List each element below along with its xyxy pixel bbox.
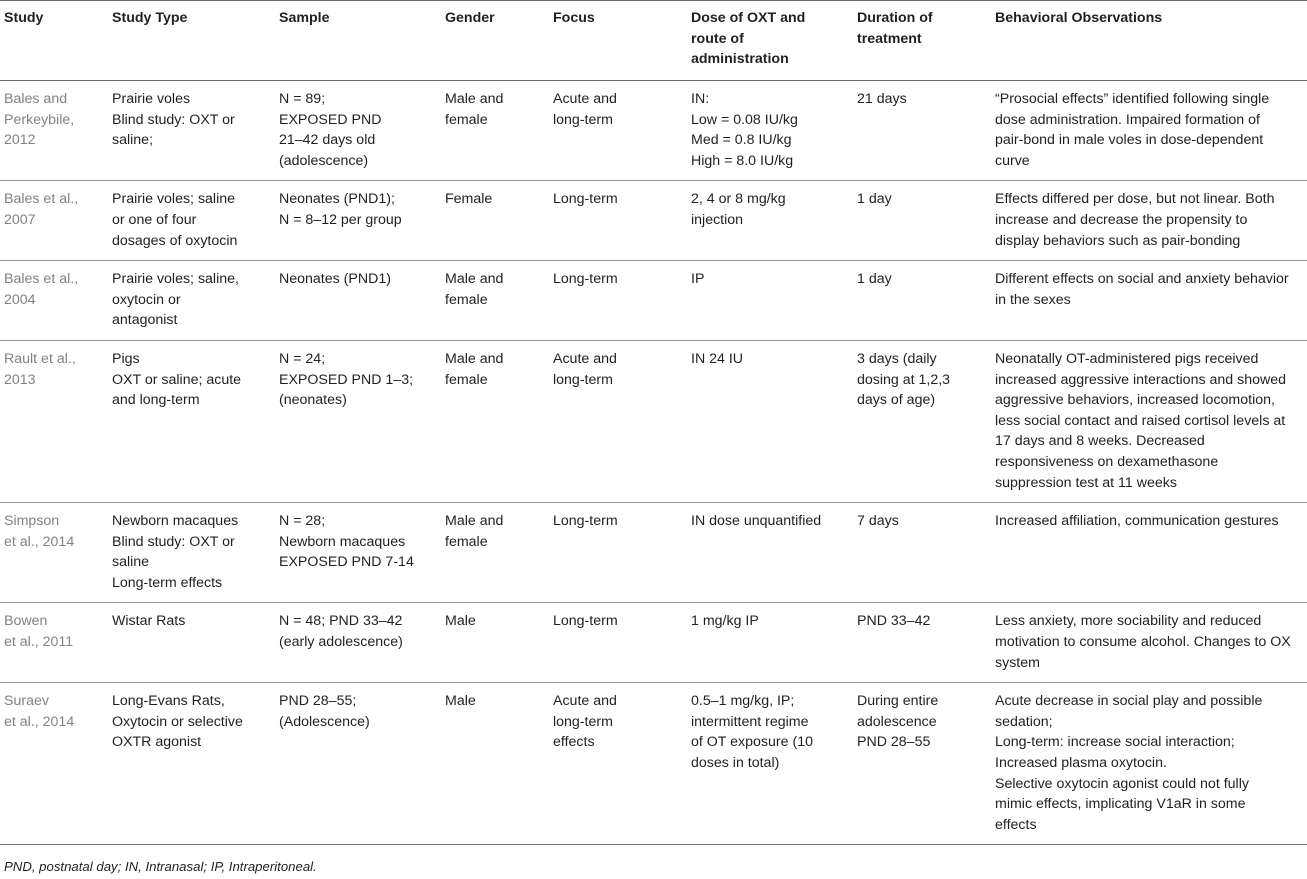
cell-line: display behaviors such as pair-bonding [995,232,1241,249]
cell-gender [441,683,549,845]
cell-focus [549,81,687,181]
cell-line: Long-term: increase social interaction; [995,734,1235,751]
cell-line: Gender [445,10,495,26]
cell-behavioral-observations [991,683,1307,845]
cell-line: dosing at 1,2,3 [857,371,951,388]
cell-sample [275,261,441,341]
cell-focus [549,683,687,845]
cell-line: in the sexes [995,291,1071,308]
cell-line: 2, 4 or 8 mg/kg [691,191,786,208]
cell-line: Male [445,693,476,710]
cell-dose-route [687,603,853,683]
cell-study [0,181,108,261]
cell-line: aggressive behaviors, increased locomotion, [995,392,1275,409]
cell-line: Male [445,613,476,630]
cell-line: motivation to consume alcohol. Changes to OX [995,634,1291,651]
cell-line: N = 24; [279,350,326,367]
header-sample [275,1,441,81]
cell-line: (neonates) [279,392,347,409]
cell-line: Male and [445,513,504,530]
cell-behavioral-observations [991,603,1307,683]
cell-line: 2013 [4,371,36,388]
cell-line: saline [112,554,150,571]
cell-line: 0.5–1 mg/kg, IP; [691,693,795,710]
cell-line: et al., 2014 [4,533,75,550]
cell-sample [275,603,441,683]
cell-line: Increased plasma oxytocin. [995,755,1167,772]
cell-line: IN 24 IU [691,350,744,367]
cell-line: Neonates (PND1); [279,191,395,208]
cell-line: (adolescence) [279,152,369,169]
cell-gender [441,503,549,603]
cell-line: Simpson [4,513,60,530]
cell-line: et al., 2014 [4,713,75,730]
cell-line: oxytocin or [112,291,181,308]
cell-focus [549,181,687,261]
cell-line: female [445,111,488,128]
cell-line: Suraev [4,693,49,710]
cell-line: Newborn macaques [112,513,239,530]
cell-dose-route [687,340,853,502]
cell-duration [853,261,991,341]
cell-line: PND 33–42 [857,613,931,630]
cell-line: days of age) [857,392,936,409]
cell-line: Focus [553,10,595,26]
cell-line: Low = 0.08 IU/kg [691,111,798,128]
cell-line: Perkeybile, [4,111,75,128]
cell-line: 3 days (daily [857,350,937,367]
header-behavioral-observations [991,1,1307,81]
cell-line: N = 48; PND 33–42 [279,613,403,630]
cell-line: N = 89; [279,91,326,107]
cell-line: Med = 0.8 IU/kg [691,132,792,149]
cell-study-type [108,81,275,181]
cell-line: (Adolescence) [279,713,370,730]
cell-line: saline; [112,132,154,149]
cell-study [0,503,108,603]
cell-behavioral-observations [991,340,1307,502]
cell-line: Pigs [112,350,140,367]
cell-line: High = 8.0 IU/kg [691,152,794,169]
cell-line: female [445,291,488,308]
cell-sample [275,81,441,181]
cell-line: EXPOSED PND 7-14 [279,554,414,571]
cell-behavioral-observations [991,261,1307,341]
cell-sample [275,683,441,845]
cell-study-type [108,683,275,845]
cell-line: dose administration. Impaired formation of [995,111,1260,128]
header-study-type [108,1,275,81]
cell-line: long-term [553,371,613,388]
cell-line: Bales et al., [4,191,79,208]
cell-duration [853,181,991,261]
cell-line: 1 day [857,191,892,208]
cell-line: 7 days [857,513,899,530]
cell-line: Prairie voles; saline [112,191,236,208]
cell-line: system [995,654,1040,671]
cell-line: EXPOSED PND [279,111,382,128]
cell-dose-route [687,181,853,261]
cell-dose-route [687,261,853,341]
cell-dose-route [687,81,853,181]
cell-line: female [445,371,488,388]
cell-study [0,683,108,845]
table-body [0,81,1307,845]
cell-line: sedation; [995,713,1053,730]
cell-line: OXT or saline; acute [112,371,242,388]
cell-duration [853,603,991,683]
cell-gender [441,603,549,683]
cell-line: Study Type [112,10,188,26]
cell-line: EXPOSED PND 1–3; [279,371,414,388]
cell-line: 21 days [857,91,907,107]
cell-line: Different effects on social and anxiety behavior [995,271,1289,288]
cell-line: Selective oxytocin agonist could not fully [995,775,1249,792]
cell-line: Increased affiliation, communication gestures [995,513,1279,530]
cell-line: route of [691,30,744,47]
cell-line: Dose of OXT and [691,10,806,26]
cell-line: 21–42 days old [279,132,376,149]
cell-line: Male and [445,350,504,367]
cell-behavioral-observations [991,181,1307,261]
table-row [0,81,1307,181]
table-row [0,683,1307,845]
cell-line: PND 28–55 [857,734,931,751]
cell-line: Female [445,191,493,208]
cell-line: Long-term [553,271,618,288]
cell-line: PND 28–55; [279,693,357,710]
header-row [0,1,1307,81]
cell-line: OXTR agonist [112,734,202,751]
header-study [0,1,108,81]
cell-line: Prairie voles; saline, [112,271,239,288]
cell-line: Acute and [553,91,617,107]
table-row [0,181,1307,261]
cell-line: Acute and [553,693,617,710]
cell-line: dosages of oxytocin [112,232,238,249]
cell-duration [853,683,991,845]
cell-duration [853,81,991,181]
cell-line: Behavioral Observations [995,10,1163,26]
cell-line: pair-bond in male voles in dose-dependent [995,132,1264,149]
cell-line: curve [995,152,1030,169]
cell-line: N = 8–12 per group [279,211,402,228]
cell-behavioral-observations [991,81,1307,181]
cell-line: of OT exposure (10 [691,734,813,751]
cell-line: Long-term [553,191,618,208]
table-row [0,340,1307,502]
cell-line: N = 28; [279,513,326,530]
cell-duration [853,340,991,502]
cell-line: long-term [553,111,613,128]
cell-line: 2007 [4,211,36,228]
cell-line: Long-term effects [112,574,223,591]
cell-focus [549,340,687,502]
cell-study [0,340,108,502]
cell-line: long-term [553,713,613,730]
cell-line: Bowen [4,613,48,630]
cell-study [0,261,108,341]
cell-line: IN dose unquantified [691,513,822,530]
cell-line: Long-term [553,513,618,530]
cell-gender [441,81,549,181]
table-header [0,1,1307,81]
cell-study-type [108,503,275,603]
cell-duration [853,503,991,603]
cell-line: adolescence [857,713,937,730]
cell-sample [275,340,441,502]
cell-line: Blind study: OXT or [112,111,235,128]
cell-line: effects [553,734,595,751]
cell-line: responsiveness on dexamethasone [995,453,1219,470]
cell-line: Bales et al., [4,271,79,288]
cell-study [0,603,108,683]
cell-line: Blind study: OXT or [112,533,235,550]
cell-focus [549,503,687,603]
cell-line: Study [4,10,44,26]
cell-sample [275,503,441,603]
cell-line: and long-term [112,392,200,409]
cell-line: female [445,533,488,550]
header-gender [441,1,549,81]
table-row [0,261,1307,341]
cell-line: 1 mg/kg IP [691,613,759,630]
cell-line: 2004 [4,291,36,308]
table-row [0,603,1307,683]
cell-gender [441,181,549,261]
cell-line: effects [995,816,1037,833]
cell-line: IP [691,271,705,288]
cell-line: injection [691,211,744,228]
cell-line: 1 day [857,271,892,288]
cell-sample [275,181,441,261]
cell-line: doses in total) [691,755,780,772]
cell-dose-route [687,503,853,603]
cell-line: Wistar Rats [112,613,186,630]
cell-line: antagonist [112,312,178,329]
cell-line: increase and decrease the propensity to [995,211,1248,228]
cell-line: Prairie voles [112,91,191,107]
cell-line: administration [691,51,789,68]
cell-focus [549,261,687,341]
table-footnote: PND, postnatal day; IN, Intranasal; IP, Intraperitoneal. [4,859,317,874]
cell-gender [441,261,549,341]
cell-line: Newborn macaques [279,533,406,550]
cell-line: 17 days and 8 weeks. Decreased [995,433,1205,450]
cell-line: 2012 [4,132,36,149]
cell-line: IN: [691,91,710,107]
cell-line: Male and [445,271,504,288]
cell-line: Long-Evans Rats, [112,693,225,710]
cell-line: increased aggressive interactions and showed [995,371,1287,388]
cell-behavioral-observations [991,503,1307,603]
cell-line: Rault et al., [4,350,76,367]
cell-line: (early adolescence) [279,634,403,651]
cell-line: Less anxiety, more sociability and reduced [995,613,1262,630]
cell-focus [549,603,687,683]
cell-study-type [108,340,275,502]
cell-study-type [108,603,275,683]
cell-line: Male and [445,91,504,107]
header-duration [853,1,991,81]
cell-line: Acute and [553,350,617,367]
table-row [0,503,1307,603]
cell-line: et al., 2011 [4,634,74,651]
cell-line: suppression test at 11 weeks [995,474,1177,491]
cell-gender [441,340,549,502]
cell-study-type [108,261,275,341]
header-focus [549,1,687,81]
cell-dose-route [687,683,853,845]
cell-line: Effects differed per dose, but not linear. Both [995,191,1275,208]
cell-line: Duration of [857,10,933,26]
cell-line: intermittent regime [691,713,809,730]
cell-line: Oxytocin or selective [112,713,243,730]
cell-line: mimic effects, implicating V1aR in some [995,796,1246,813]
cell-line: Bales and [4,91,68,107]
header-dose-route [687,1,853,81]
cell-line: Sample [279,10,330,26]
cell-study-type [108,181,275,261]
cell-line: Neonates (PND1) [279,271,391,288]
cell-line: Neonatally OT-administered pigs received [995,350,1259,367]
cell-line: less social contact and raised cortisol levels at [995,412,1286,429]
cell-line: Acute decrease in social play and possible [995,693,1263,710]
cell-line: or one of four [112,211,197,228]
cell-line: During entire [857,693,939,710]
cell-line: treatment [857,30,922,47]
cell-line: “Prosocial effects” identified following single [995,91,1270,107]
cell-line: Long-term [553,613,618,630]
cell-study [0,81,108,181]
